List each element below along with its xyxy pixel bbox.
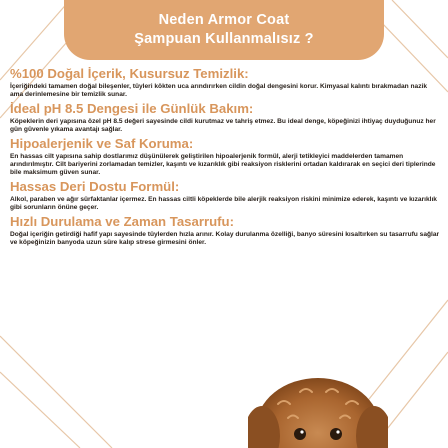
header-title-line2: Şampuan Kullanmalısız ? — [134, 31, 314, 47]
section-sensitive-skin — [10, 179, 440, 212]
dog-eye-left — [294, 428, 306, 440]
dog-eye-right — [330, 428, 342, 440]
section-body: Doğal içeriğin getirdiği hafif yapı sayesinde tüylerden hızla arınır. Kolay durulanma özelliği, banyo süresini kısaltırken su tasarrufu sağlar ve köpeğinizin banyoda uzun süre kalıp strese girmesini önler. — [10, 231, 440, 246]
section-natural — [10, 66, 440, 99]
section-ph — [10, 101, 440, 134]
section-body: En hassas cilt yapısına sahip dostlarımız düşünülerek geliştirilen hipoalerjenik formül, alerji tetikleyici maddelerden tamamen arındırılmıştır. Cilt bariyerini zorlamadan temizler, kaşıntı ve kızarıklık gibi reaksiyon risklerini ortadan kaldırarak en seçici deri tiplerinde bile maksimum güven sunar. — [10, 153, 436, 176]
dog-eye-left-glint — [300, 430, 303, 433]
content — [10, 66, 440, 249]
section-heading: Hipoalerjenik ve Saf Koruma: — [10, 136, 194, 151]
dog-eye-right-glint — [336, 430, 339, 433]
section-body: İçeriğindeki tamamen doğal bileşenler, tüyleri kökten uca arındırırken cildin doğal dengesini korur. Kimyasal kalıntı bırakmadan nazik ama derinlemesine bir temizlik sunar. — [10, 83, 428, 98]
section-hypoallergenic — [10, 136, 440, 177]
section-heading: Hassas Deri Dostu Formül: — [10, 179, 180, 194]
deco-line-7 — [0, 372, 80, 448]
header-title-line1: Neden Armor Coat — [158, 12, 290, 28]
dog-photo — [248, 362, 388, 448]
deco-line-8 — [0, 336, 112, 448]
section-heading: Hızlı Durulama ve Zaman Tasarrufu: — [10, 214, 234, 229]
section-heading: İdeal pH 8.5 Dengesi ile Günlük Bakım: — [10, 101, 254, 116]
section-body: Köpeklerin deri yapısına özel pH 8.5 değeri sayesinde cildi kurutmaz ve tahriş etmez. Bu ideal denge, köpeğinizi ihtiyaç duyduğunuz her gün güvenle yıkama avantajı sağlar. — [10, 118, 436, 133]
header-banner — [64, 0, 384, 60]
section-heading: %100 Doğal İçerik, Kusursuz Temizlik: — [10, 66, 249, 81]
section-body: Alkol, paraben ve ağır sürfaktanlar içermez. En hassas ciltli köpeklerde bile alerjik reaksiyon riskini minimize ederek, kaşıntı ve kızarıklık gibi sorunların önüne geçer. — [10, 196, 437, 211]
deco-line-4 — [392, 0, 448, 58]
section-quick-rinse — [10, 214, 440, 247]
